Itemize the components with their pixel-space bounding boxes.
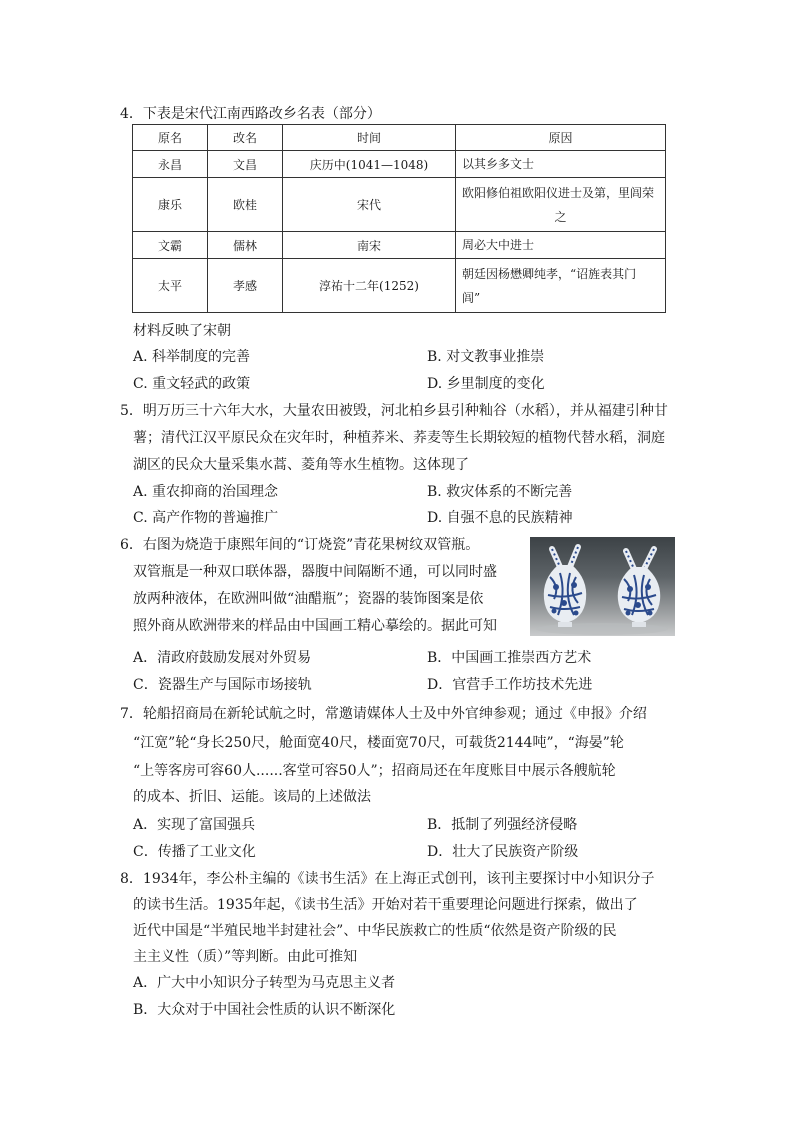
cell-time: 庆历中(1041—1048) bbox=[283, 151, 456, 178]
reason-text-cont: 之 bbox=[554, 209, 567, 224]
q7-option-a: A．实现了富国强兵 bbox=[133, 817, 256, 833]
cell-old-name: 文霸 bbox=[133, 232, 208, 259]
q6-option-d: D．官营手工作坊技术先进 bbox=[427, 677, 593, 693]
table-row bbox=[133, 232, 666, 259]
table-row bbox=[133, 151, 666, 178]
reason-text: 欧阳修伯祖欧阳仪进士及第，里闾荣 bbox=[462, 185, 655, 200]
q7-stem-line-3: “上等客房可容60人......客堂可容50人”；招商局还在年度账目中展示各艘航轮 bbox=[133, 763, 616, 779]
q5-option-b: B. 救灾体系的不断完善 bbox=[427, 484, 573, 500]
cell-new-name: 儒林 bbox=[208, 232, 283, 259]
q5-option-d: D. 自强不息的民族精神 bbox=[427, 510, 573, 526]
cell-new-name: 文昌 bbox=[208, 151, 283, 178]
table-row bbox=[133, 259, 666, 313]
cell-new-name: 欧桂 bbox=[208, 178, 283, 232]
q6-option-a: A．清政府鼓励发展对外贸易 bbox=[133, 650, 312, 666]
right-vase bbox=[618, 549, 660, 627]
q5-stem-line-1: 5．明万历三十六年大水，大量农田被毁，河北柏乡县引种籼谷（水稻），并从福建引种甘 bbox=[120, 403, 668, 419]
q7-stem-line-1: 7．轮船招商局在新轮试航之时，常邀请媒体人士及中外官绅参观；通过《申报》介绍 bbox=[120, 706, 647, 722]
q5-stem-line-2: 薯；清代江汉平原民众在灾年时，种植荞米、荞麦等生长期较短的植物代替水稻，洞庭 bbox=[133, 430, 665, 446]
q4-option-d: D. 乡里制度的变化 bbox=[427, 376, 545, 392]
cell-old-name: 太平 bbox=[133, 259, 208, 313]
cell-reason bbox=[456, 259, 666, 313]
reason-text-cont: 闾” bbox=[462, 290, 481, 305]
q5-option-c: C. 高产作物的普遍推广 bbox=[133, 510, 279, 526]
cell-time: 淳祐十二年(1252) bbox=[283, 259, 456, 313]
q7-stem-line-4: 的成本、折旧、运能。该局的上述做法 bbox=[133, 789, 371, 805]
q6-stem-line-1: 6．右图为烧造于康熙年间的“订烧瓷”青花果树纹双管瓶。 bbox=[120, 537, 480, 553]
table-row bbox=[133, 178, 666, 232]
vase-illustration bbox=[530, 537, 675, 636]
q4-option-b: B. 对文教事业推崇 bbox=[427, 349, 545, 365]
q4-option-a: A. 科举制度的完善 bbox=[133, 349, 251, 365]
q8-stem-line-4: 主主义性（质）”等判断。由此可推知 bbox=[133, 949, 358, 965]
double-spout-vase-photo bbox=[530, 537, 675, 636]
q6-option-b: B．中国画工推崇西方艺术 bbox=[427, 650, 592, 666]
cell-time: 宋代 bbox=[283, 178, 456, 232]
reason-text: 周必大中进士 bbox=[462, 238, 535, 252]
col-header-new-name: 改名 bbox=[208, 125, 283, 151]
q8-stem-line-3: 近代中国是“半殖民地半封建社会”、中华民族救亡的性质“依然是资产阶级的民 bbox=[133, 923, 617, 939]
reason-text: 以其乡多文士 bbox=[462, 157, 535, 171]
col-header-time: 时间 bbox=[283, 125, 456, 151]
q4-stem: 4．下表是宋代江南西路改乡名表（部分） bbox=[120, 106, 381, 122]
q6-stem-line-2: 双管瓶是一种双口联体器，器腹中间隔断不通，可以同时盛 bbox=[133, 564, 497, 580]
rename-table bbox=[132, 124, 666, 313]
q8-stem-line-2: 的读书生活。1935年起，《读书生活》开始对若干重要理论问题进行探索，做出了 bbox=[133, 897, 638, 913]
q6-stem-line-4: 照外商从欧洲带来的样品由中国画工精心摹绘的。据此可知 bbox=[133, 618, 497, 634]
reason-text: 朝廷因杨懋卿纯孝，“诏旌表其门 bbox=[462, 266, 637, 281]
cell-reason bbox=[456, 178, 666, 232]
cell-new-name: 孝感 bbox=[208, 259, 283, 313]
left-vase bbox=[544, 547, 586, 627]
q7-option-b: B．抵制了列强经济侵略 bbox=[427, 817, 578, 833]
q7-option-c: C．传播了工业文化 bbox=[133, 844, 256, 860]
cell-time: 南宋 bbox=[283, 232, 456, 259]
q8-stem-line-1: 8．1934年，李公朴主编的《读书生活》在上海正式创刊，该刊主要探讨中小知识分子 bbox=[120, 871, 655, 887]
col-header-reason: 原因 bbox=[456, 125, 666, 151]
q8-option-b: B．大众对于中国社会性质的认识不断深化 bbox=[133, 1002, 396, 1018]
q5-stem-line-3: 湖区的民众大量采集水蒿、菱角等水生植物。这体现了 bbox=[133, 457, 469, 473]
q8-option-a: A．广大中小知识分子转型为马克思主义者 bbox=[133, 975, 396, 991]
cell-old-name: 康乐 bbox=[133, 178, 208, 232]
q6-stem-line-3: 放两种液体，在欧洲叫做“油醋瓶”；瓷器的装饰图案是依 bbox=[133, 591, 484, 607]
q7-option-d: D．壮大了民族资产阶级 bbox=[427, 844, 579, 860]
q4-option-c: C. 重文轻武的政策 bbox=[133, 376, 251, 392]
q7-stem-line-2: “江宽”轮“身长250尺，舱面宽40尺，楼面宽70尺，可载货2144吨”，“海晏”轮 bbox=[133, 735, 624, 751]
table-header-row bbox=[133, 125, 666, 151]
cell-reason bbox=[456, 232, 666, 259]
q5-option-a: A. 重农抑商的治国理念 bbox=[133, 484, 279, 500]
cell-old-name: 永昌 bbox=[133, 151, 208, 178]
col-header-old-name: 原名 bbox=[133, 125, 208, 151]
cell-reason bbox=[456, 151, 666, 178]
q4-tail: 材料反映了宋朝 bbox=[133, 323, 231, 339]
q6-option-c: C．瓷器生产与国际市场接轨 bbox=[133, 677, 312, 693]
